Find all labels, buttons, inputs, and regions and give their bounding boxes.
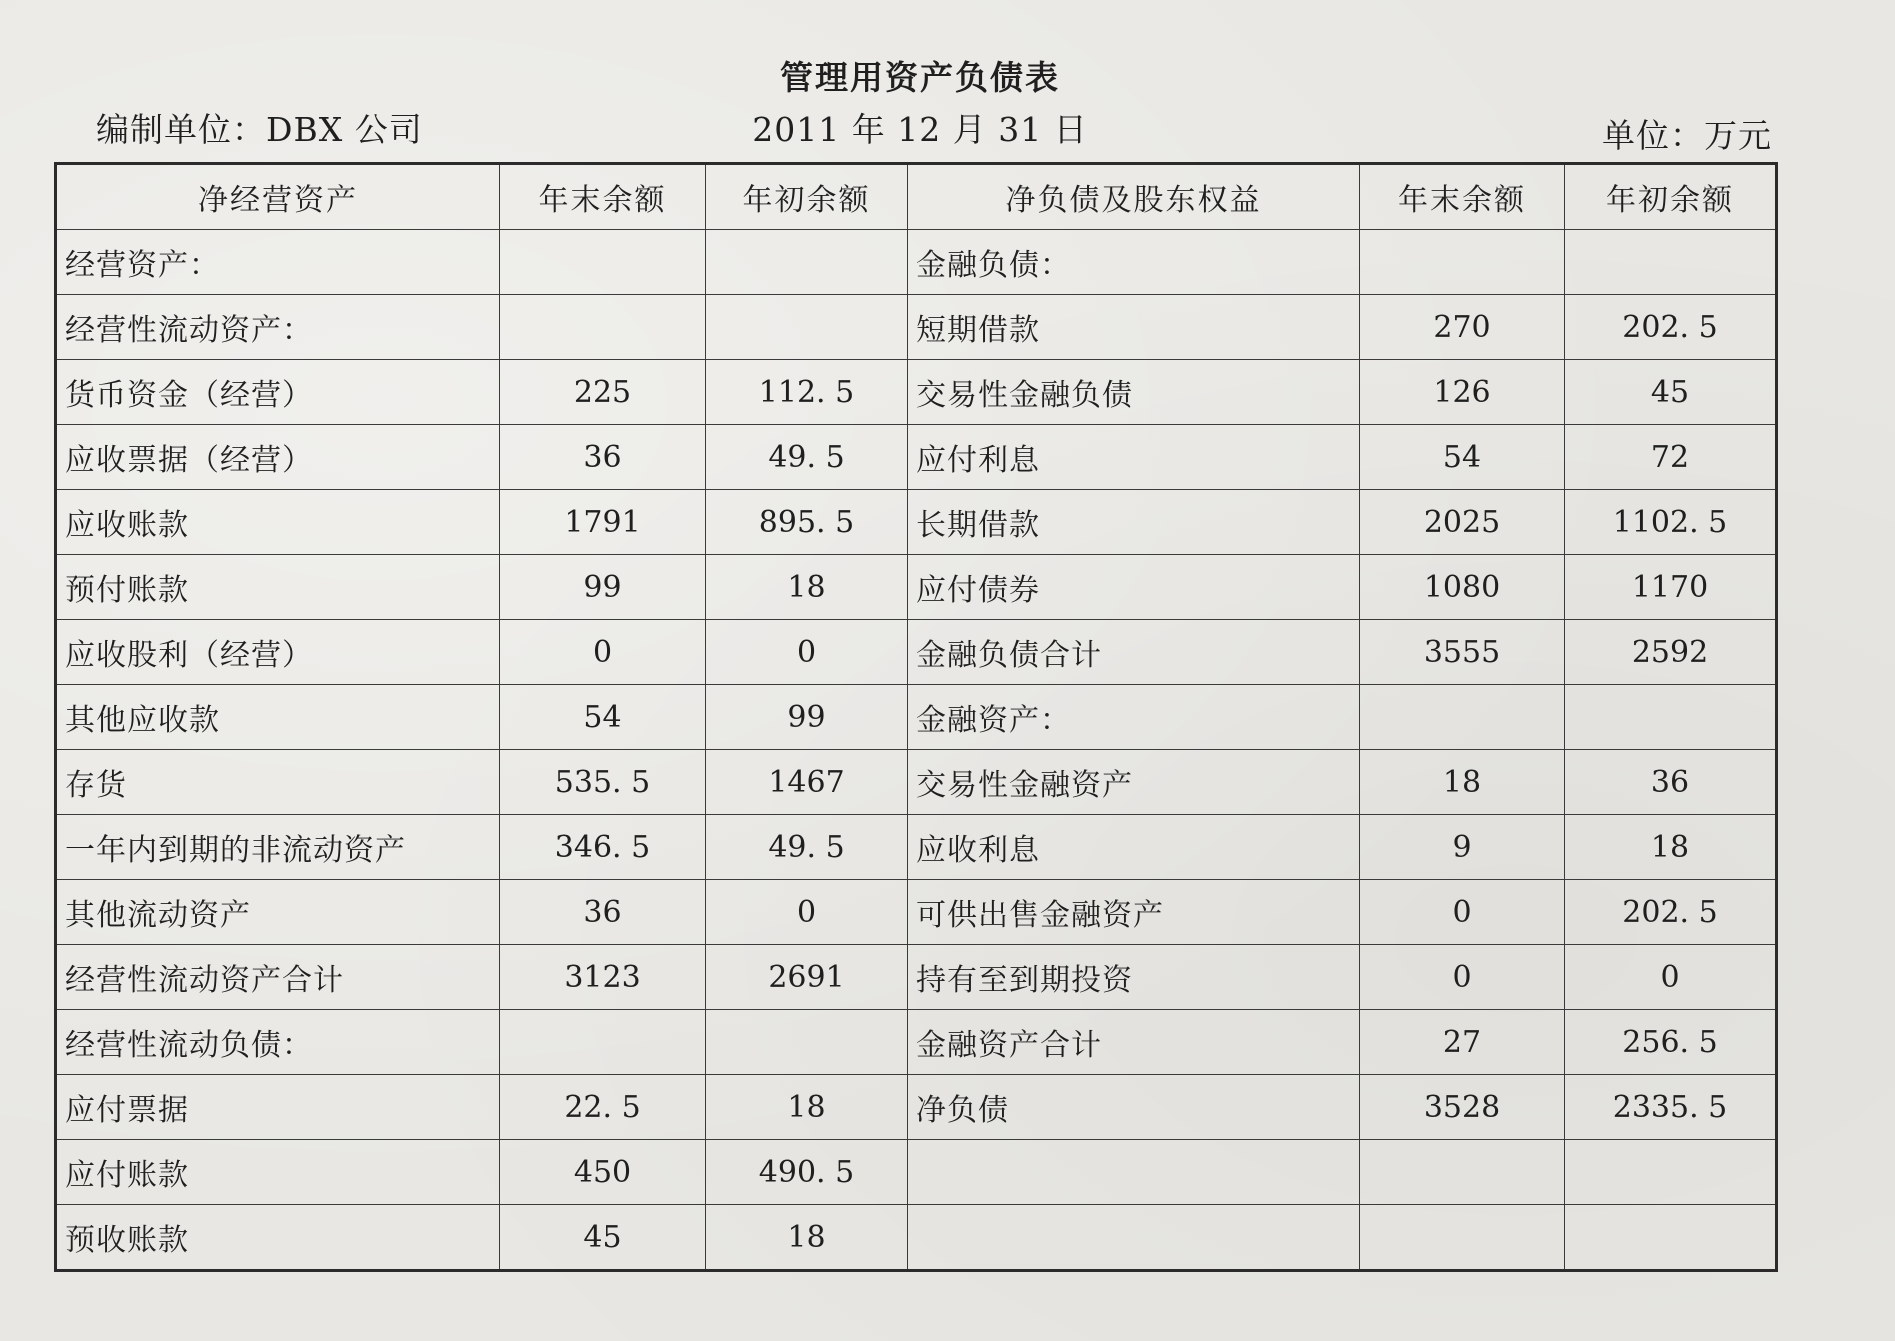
cell-left-label: 预付账款 (56, 555, 500, 620)
cell-right-year-end: 3555 (1360, 620, 1565, 685)
cell-right-label: 金融资产合计 (908, 1010, 1360, 1075)
cell-left-label: 经营资产： (56, 230, 500, 295)
table-row (56, 945, 1777, 1010)
cell-left-year-end: 346. 5 (500, 815, 706, 880)
cell-right-year-begin: 36 (1565, 750, 1777, 815)
cell-left-year-end (500, 1010, 706, 1075)
cell-right-year-begin (1565, 230, 1777, 295)
table-row (56, 1140, 1777, 1205)
unit-label: 单位：万元 (1602, 116, 1772, 155)
cell-right-year-end: 9 (1360, 815, 1565, 880)
cell-left-year-end: 0 (500, 620, 706, 685)
cell-right-year-end: 0 (1360, 880, 1565, 945)
cell-left-year-begin: 49. 5 (706, 425, 908, 490)
cell-right-label: 可供出售金融资产 (908, 880, 1360, 945)
cell-left-year-end: 1791 (500, 490, 706, 555)
cell-left-year-end: 535. 5 (500, 750, 706, 815)
table-row (56, 360, 1777, 425)
cell-right-label: 金融资产： (908, 685, 1360, 750)
header-row (56, 164, 1777, 230)
cell-right-year-begin (1565, 685, 1777, 750)
cell-right-year-begin (1565, 1205, 1777, 1271)
balance-sheet-table (54, 162, 1778, 1272)
cell-left-year-end: 45 (500, 1205, 706, 1271)
table-row (56, 750, 1777, 815)
cell-right-year-end (1360, 1140, 1565, 1205)
cell-right-label: 金融负债合计 (908, 620, 1360, 685)
cell-left-label: 应付票据 (56, 1075, 500, 1140)
header-right-year-begin: 年初余额 (1565, 164, 1777, 230)
cell-left-label: 应收股利（经营） (56, 620, 500, 685)
header-left-year-end: 年末余额 (500, 164, 706, 230)
table-row (56, 555, 1777, 620)
cell-left-year-end: 99 (500, 555, 706, 620)
cell-left-year-begin (706, 295, 908, 360)
cell-right-year-end: 18 (1360, 750, 1565, 815)
cell-right-year-end (1360, 1205, 1565, 1271)
cell-right-year-end: 1080 (1360, 555, 1565, 620)
cell-left-year-begin: 0 (706, 880, 908, 945)
table-row (56, 1010, 1777, 1075)
cell-left-year-begin: 18 (706, 1205, 908, 1271)
table-row (56, 1205, 1777, 1271)
cell-right-label: 应付利息 (908, 425, 1360, 490)
cell-left-year-end: 450 (500, 1140, 706, 1205)
cell-right-year-begin: 202. 5 (1565, 295, 1777, 360)
table-row (56, 295, 1777, 360)
cell-right-year-end (1360, 685, 1565, 750)
cell-right-year-begin: 0 (1565, 945, 1777, 1010)
cell-right-label: 短期借款 (908, 295, 1360, 360)
cell-right-label (908, 1140, 1360, 1205)
cell-left-year-begin: 18 (706, 555, 908, 620)
cell-left-label: 其他应收款 (56, 685, 500, 750)
cell-right-year-begin: 256. 5 (1565, 1010, 1777, 1075)
header-net-liabilities-equity: 净负债及股东权益 (908, 164, 1360, 230)
cell-right-label: 应收利息 (908, 815, 1360, 880)
cell-right-year-end: 2025 (1360, 490, 1565, 555)
cell-left-year-begin (706, 1010, 908, 1075)
table-row (56, 815, 1777, 880)
cell-left-label: 经营性流动资产合计 (56, 945, 500, 1010)
cell-right-year-begin: 18 (1565, 815, 1777, 880)
cell-left-year-end: 54 (500, 685, 706, 750)
table-row (56, 425, 1777, 490)
cell-right-year-end: 3528 (1360, 1075, 1565, 1140)
cell-left-label: 其他流动资产 (56, 880, 500, 945)
cell-right-label (908, 1205, 1360, 1271)
table-row (56, 230, 1777, 295)
table-row (56, 880, 1777, 945)
cell-left-year-begin: 99 (706, 685, 908, 750)
cell-right-label: 净负债 (908, 1075, 1360, 1140)
cell-right-label: 长期借款 (908, 490, 1360, 555)
cell-right-year-end (1360, 230, 1565, 295)
cell-left-year-end (500, 295, 706, 360)
cell-right-year-end: 270 (1360, 295, 1565, 360)
cell-right-year-begin: 1102. 5 (1565, 490, 1777, 555)
cell-right-label: 交易性金融负债 (908, 360, 1360, 425)
cell-left-year-begin (706, 230, 908, 295)
cell-left-year-end: 36 (500, 425, 706, 490)
cell-right-label: 应付债券 (908, 555, 1360, 620)
cell-right-year-begin: 2335. 5 (1565, 1075, 1777, 1140)
cell-left-label: 存货 (56, 750, 500, 815)
cell-left-year-begin: 0 (706, 620, 908, 685)
report-date: 2011 年 12 月 31 日 (752, 110, 1088, 149)
cell-right-label: 持有至到期投资 (908, 945, 1360, 1010)
cell-left-label: 经营性流动资产： (56, 295, 500, 360)
cell-left-label: 一年内到期的非流动资产 (56, 815, 500, 880)
cell-right-year-begin: 45 (1565, 360, 1777, 425)
cell-left-year-end: 36 (500, 880, 706, 945)
cell-right-label: 交易性金融资产 (908, 750, 1360, 815)
cell-left-year-begin: 1467 (706, 750, 908, 815)
cell-left-label: 预收账款 (56, 1205, 500, 1271)
cell-right-year-begin: 202. 5 (1565, 880, 1777, 945)
header-net-operating-assets: 净经营资产 (56, 164, 500, 230)
cell-left-year-begin: 2691 (706, 945, 908, 1010)
document-title: 管理用资产负债表 (780, 58, 1060, 97)
cell-left-label: 应付账款 (56, 1140, 500, 1205)
prepared-by: 编制单位：DBX 公司 (96, 110, 423, 149)
cell-left-year-begin: 895. 5 (706, 490, 908, 555)
cell-left-year-begin: 18 (706, 1075, 908, 1140)
cell-right-year-end: 0 (1360, 945, 1565, 1010)
cell-right-year-begin: 2592 (1565, 620, 1777, 685)
cell-right-year-begin (1565, 1140, 1777, 1205)
cell-left-year-end (500, 230, 706, 295)
cell-right-year-end: 126 (1360, 360, 1565, 425)
cell-left-label: 应收账款 (56, 490, 500, 555)
cell-right-year-begin: 72 (1565, 425, 1777, 490)
cell-left-year-end: 225 (500, 360, 706, 425)
cell-right-year-end: 54 (1360, 425, 1565, 490)
table-row (56, 685, 1777, 750)
header-left-year-begin: 年初余额 (706, 164, 908, 230)
cell-left-label: 经营性流动负债： (56, 1010, 500, 1075)
cell-left-label: 货币资金（经营） (56, 360, 500, 425)
cell-right-year-end: 27 (1360, 1010, 1565, 1075)
table-row (56, 620, 1777, 685)
cell-right-year-begin: 1170 (1565, 555, 1777, 620)
cell-left-year-begin: 490. 5 (706, 1140, 908, 1205)
cell-left-label: 应收票据（经营） (56, 425, 500, 490)
cell-right-label: 金融负债： (908, 230, 1360, 295)
cell-left-year-end: 3123 (500, 945, 706, 1010)
cell-left-year-begin: 49. 5 (706, 815, 908, 880)
table-row (56, 1075, 1777, 1140)
cell-left-year-end: 22. 5 (500, 1075, 706, 1140)
table-row (56, 490, 1777, 555)
header-right-year-end: 年末余额 (1360, 164, 1565, 230)
cell-left-year-begin: 112. 5 (706, 360, 908, 425)
